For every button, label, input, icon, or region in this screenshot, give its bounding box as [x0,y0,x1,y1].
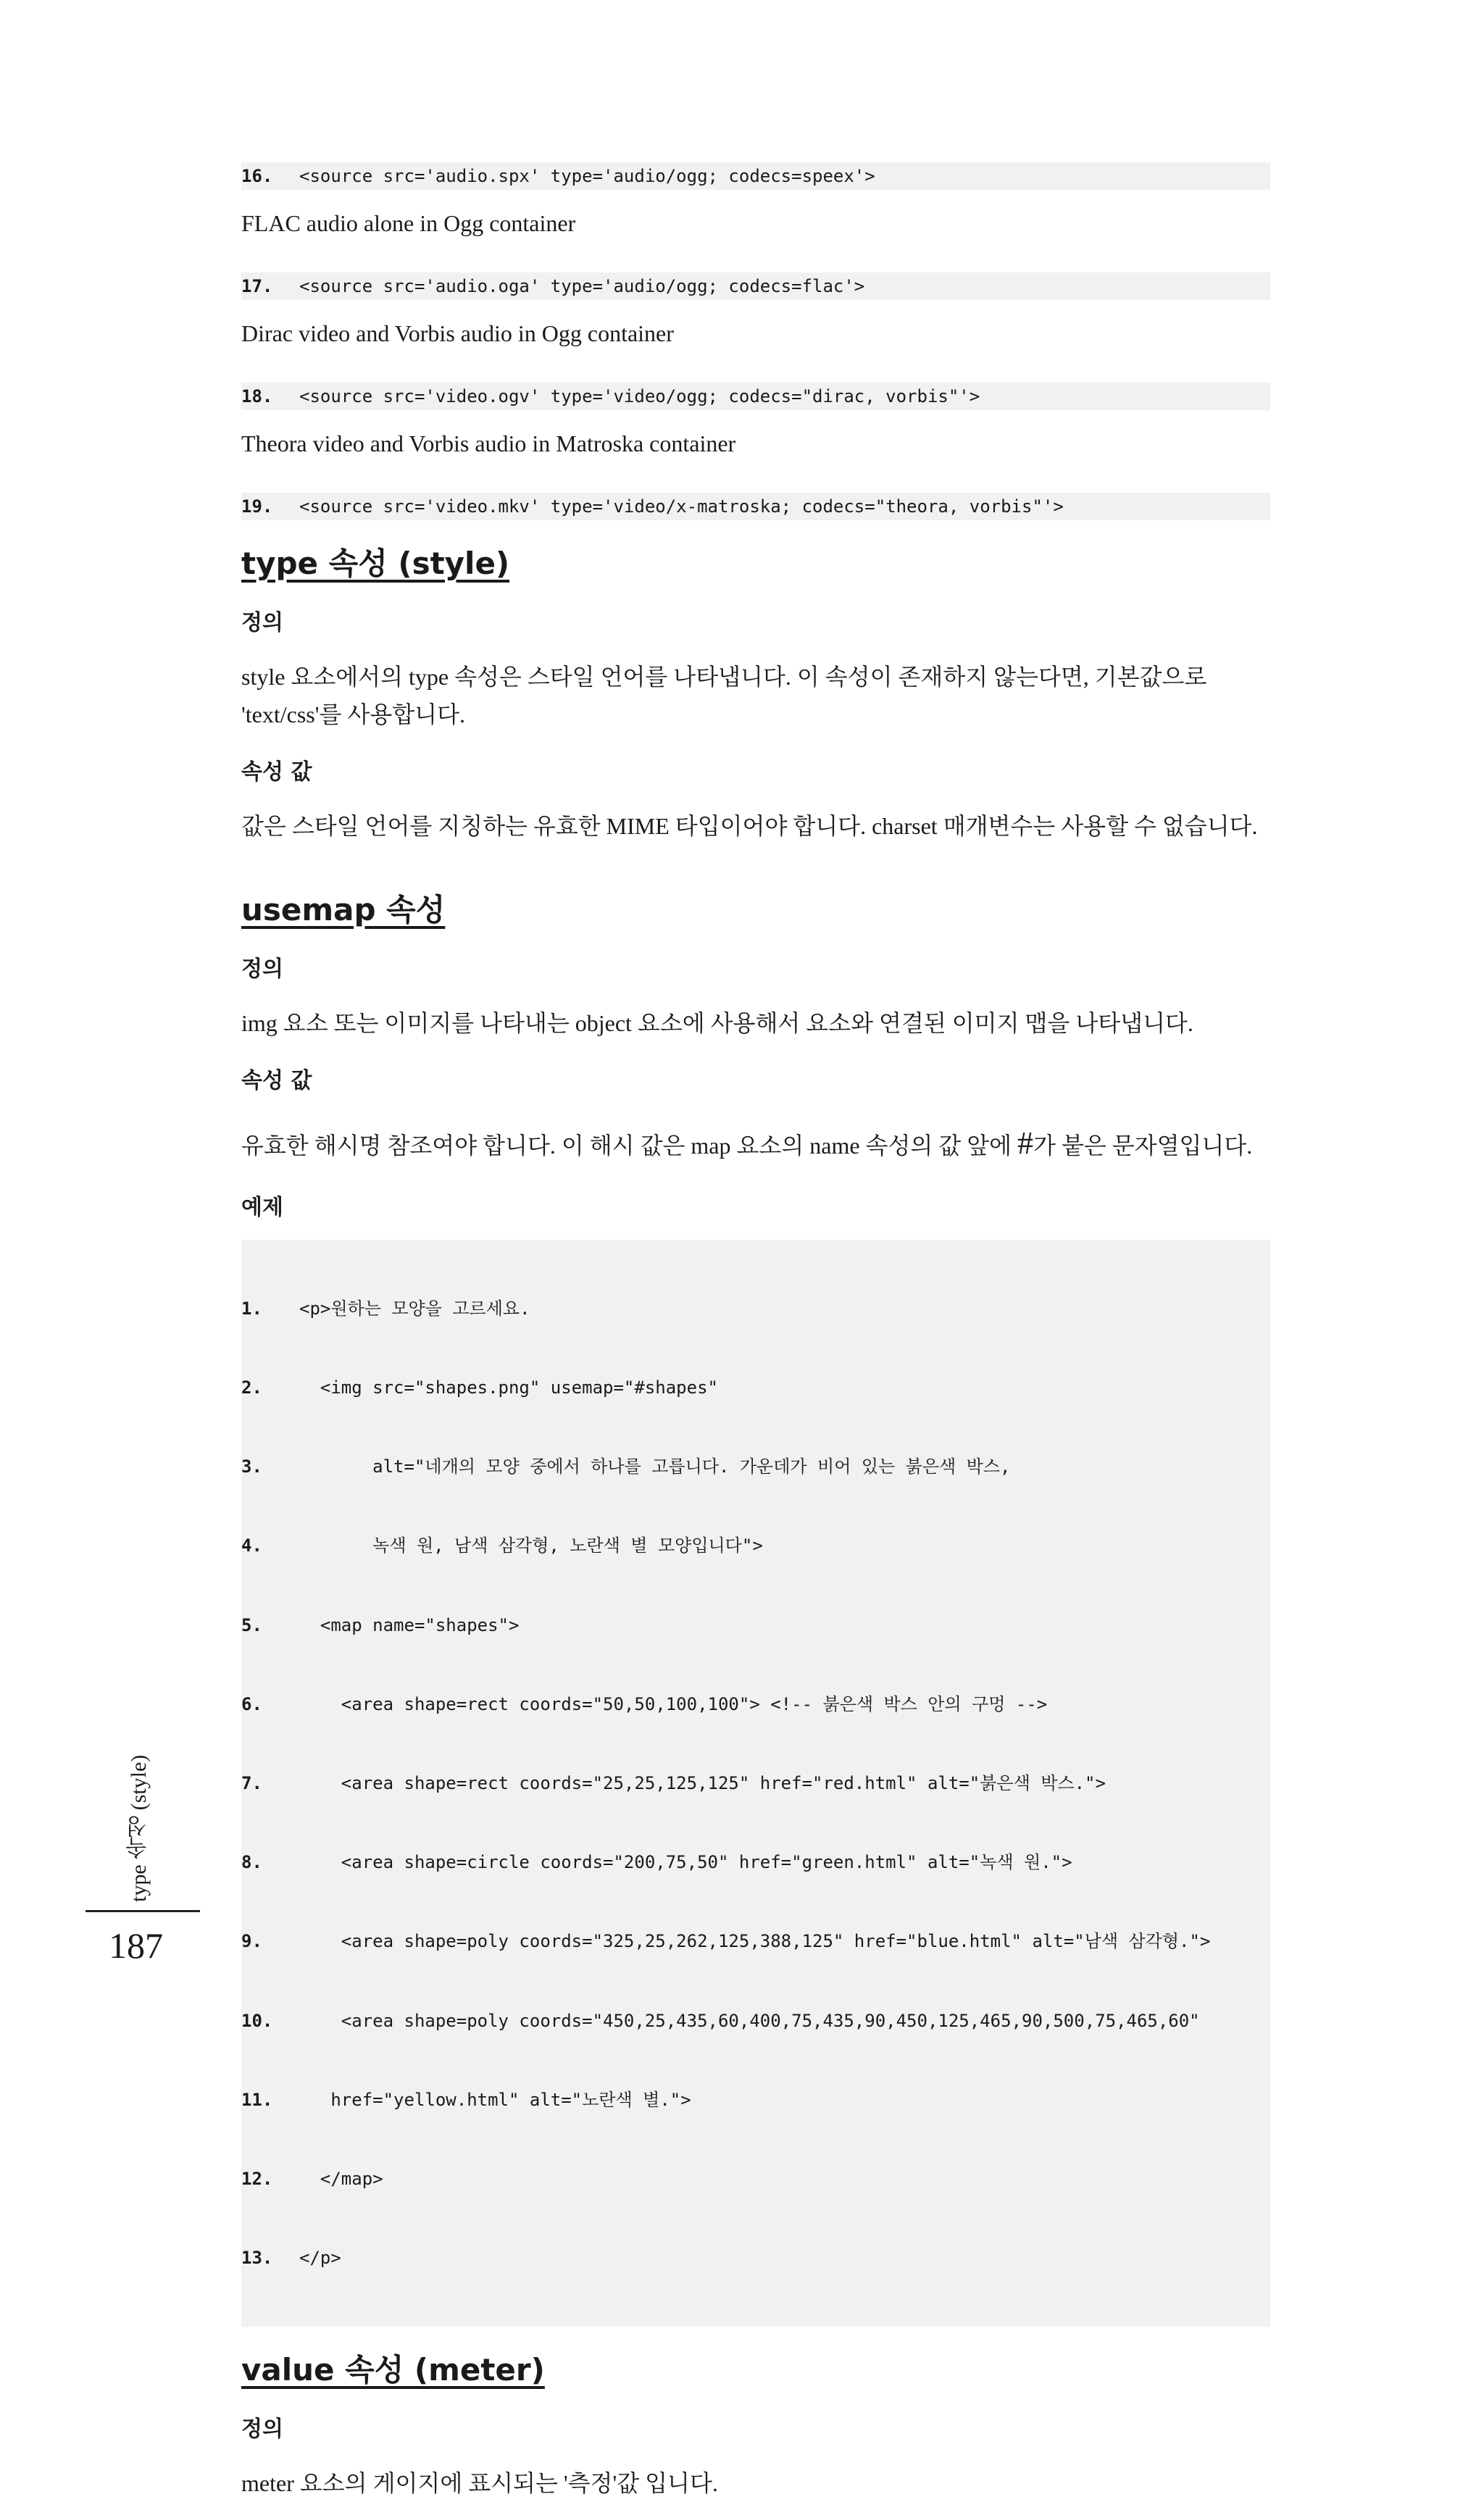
example-heading: 예제 [241,1195,283,1220]
line-number: 10. [241,2010,273,2031]
code-row [241,1612,1270,1638]
code-line-18 [241,383,1270,410]
code-text: <p>원하는 모양을 고르세요. [299,1298,530,1319]
code-text: <area shape=circle coords="200,75,50" href="green.html" alt="녹색 원."> [299,1852,1072,1873]
value-text-part2: 가 붙은 문자열입니다. [1033,1133,1253,1159]
value-heading: 속성 값 [241,759,312,785]
example-code-block [241,1240,1270,2327]
code-row [241,1691,1270,1717]
line-number: 7. [241,1773,262,1794]
code-text: <img src="shapes.png" usemap="#shapes" [299,1377,718,1398]
code-text: <source src='video.ogv' type='video/ogg; codecs="dirac, vorbis"'> [299,386,980,406]
code-text: <area shape=poly coords="325,25,262,125,388,125" href="blue.html" alt="남색 삼각형."> [299,1931,1211,1952]
value-text [241,1125,1270,1164]
section-title-value: value 속성 (meter) [241,2352,545,2388]
code-text: <area shape=rect coords="25,25,125,125" href="red.html" alt="붉은색 박스."> [299,1773,1106,1794]
line-number: 8. [241,1852,262,1873]
code-text: </map> [299,2169,383,2190]
code-row [241,2008,1270,2034]
code-row [241,1454,1270,1480]
code-row [241,1849,1270,1875]
line-number: 12. [241,2169,273,2190]
code-row [241,2087,1270,2113]
code-line-17 [241,272,1270,300]
code-text: alt="네개의 모양 중에서 하나를 고릅니다. 가운데가 비어 있는 붉은색 박스, [299,1456,1011,1477]
code-line-16 [241,162,1270,190]
value-heading: 속성 값 [241,1068,312,1093]
code-text: <source src='video.mkv' type='video/x-matroska; codecs="theora, vorbis"'> [299,496,1064,517]
code-row [241,1375,1270,1401]
value-text-part1: 유효한 해시명 참조여야 합니다. 이 해시 값은 map 요소의 name 속성의 값 앞에 [241,1133,1018,1159]
code-row [241,1928,1270,1954]
margin-rule [86,1910,200,1912]
line-number: 13. [241,2248,273,2269]
hash-symbol: # [1017,1125,1034,1161]
code-row [241,1296,1270,1322]
page-number: 187 [109,1925,163,1966]
section-title-type: type 속성 (style) [241,546,510,581]
line-number: 11. [241,2089,273,2110]
code-row [241,1533,1270,1559]
definition-heading: 정의 [241,2416,283,2443]
code-row [241,2245,1270,2271]
definition-text: img 요소 또는 이미지를 나타내는 object 요소에 사용해서 요소와 연결된 이미지 맵을 나타냅니다. [241,1010,1193,1036]
line-number: 2. [241,1377,262,1398]
code-text: <area shape=poly coords="450,25,435,60,400,75,435,90,450,125,465,90,500,75,465,60" [299,2010,1200,2031]
code-text: 녹색 원, 남색 삼각형, 노란색 별 모양입니다"> [299,1535,763,1556]
line-number: 3. [241,1456,262,1477]
caption-dirac: Dirac video and Vorbis audio in Ogg container [241,320,674,346]
code-text: <area shape=rect coords="50,50,100,100"> <!-- 붉은색 박스 안의 구멍 --> [299,1693,1048,1714]
code-text: </p> [299,2248,341,2269]
definition-text: meter 요소의 게이지에 표시되는 '측정'값 입니다. [241,2470,718,2497]
section-title-usemap: usemap 속성 [241,892,446,927]
page-content [241,162,1270,2502]
code-line-19 [241,493,1270,520]
value-text: 값은 스타일 언어를 지칭하는 유효한 MIME 타입이어야 합니다. charset 매개변수는 사용할 수 없습니다. [241,813,1258,839]
line-number: 5. [241,1614,262,1635]
caption-theora: Theora video and Vorbis audio in Matroska container [241,430,736,456]
code-text: <source src='audio.spx' type='audio/ogg; codecs=speex'> [299,166,875,186]
line-number: 19. [241,496,273,517]
caption-flac: FLAC audio alone in Ogg container [241,210,576,236]
definition-text: style 요소에서의 type 속성은 스타일 언어를 나타냅니다. 이 속성이 존재하지 않는다면, 기본값으로 'text/css'를 사용합니다. [241,664,1207,727]
definition-heading: 정의 [241,610,283,635]
line-number: 6. [241,1693,262,1714]
definition-heading: 정의 [241,956,283,982]
line-number: 16. [241,166,273,186]
line-number: 18. [241,386,273,406]
code-row [241,2166,1270,2192]
line-number: 9. [241,1931,262,1952]
code-text: <map name="shapes"> [299,1614,520,1635]
line-number: 4. [241,1535,262,1556]
code-text: <source src='audio.oga' type='audio/ogg; codecs=flac'> [299,276,865,296]
running-header-vertical: type 속성 (style) [127,1754,151,1902]
code-text: href="yellow.html" alt="노란색 별."> [299,2089,691,2110]
line-number: 17. [241,276,273,296]
code-row [241,1770,1270,1796]
line-number: 1. [241,1298,262,1319]
